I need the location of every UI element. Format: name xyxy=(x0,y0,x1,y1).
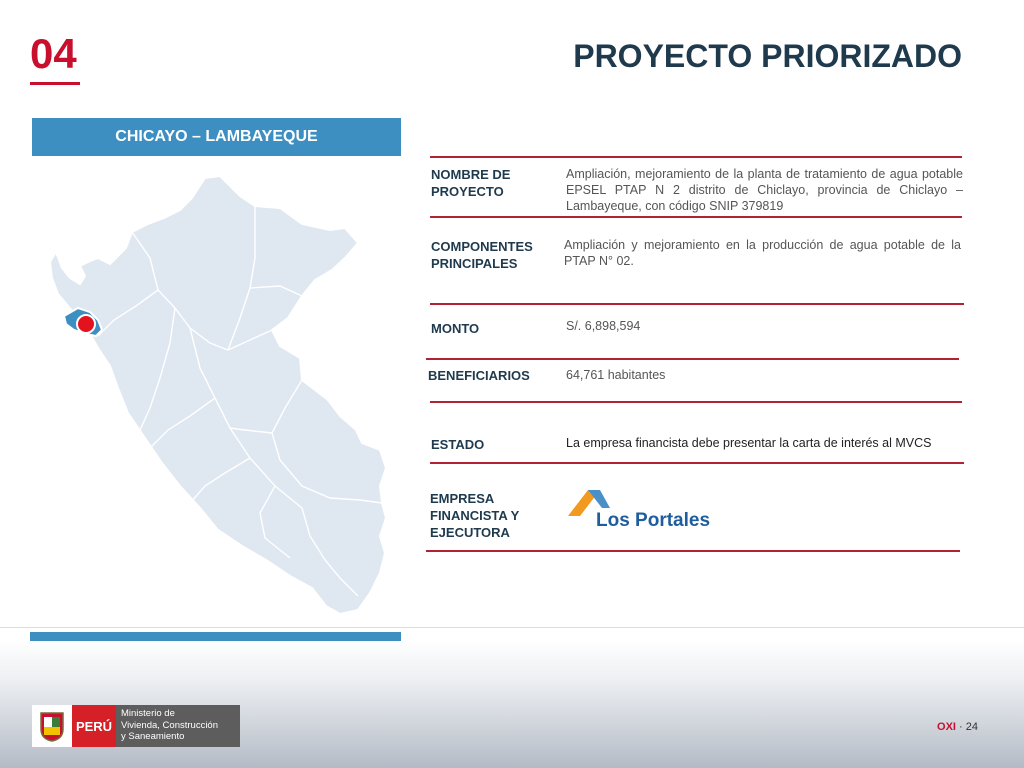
field-label-monto: MONTO xyxy=(431,321,480,336)
ministry-name xyxy=(116,705,240,747)
divider-top xyxy=(430,156,962,158)
peru-map-outline xyxy=(50,176,386,614)
field-label-estado: ESTADO xyxy=(431,437,485,452)
peru-map xyxy=(40,168,400,618)
footer-separator xyxy=(0,627,1024,628)
footer-background xyxy=(0,640,1024,768)
page-footer-label xyxy=(937,721,978,733)
field-value-nombre: Ampliación, mejoramiento de la planta de tratamiento de agua potable EPSEL PTAP N 2 distrito de Chiclayo, provincia de Chiclayo – Lambayeque, con código SNIP 379819 xyxy=(566,167,963,213)
brand-label: OXI xyxy=(937,721,956,733)
divider-2 xyxy=(430,303,964,305)
divider-1 xyxy=(430,216,962,218)
section-number-underline xyxy=(30,82,80,85)
field-label-beneficiarios: BENEFICIARIOS xyxy=(428,368,530,383)
region-banner: CHICAYO – LAMBAYEQUE xyxy=(32,118,401,156)
divider-3 xyxy=(426,358,959,360)
page-title: PROYECTO PRIORIZADO xyxy=(573,38,962,74)
field-value-componentes: Ampliación y mejoramiento en la producción de agua potable de la PTAP N° 02. xyxy=(564,238,961,268)
los-portales-logo xyxy=(566,486,716,534)
coat-of-arms-icon xyxy=(32,705,72,747)
field-value-monto: S/. 6,898,594 xyxy=(566,319,641,333)
location-marker xyxy=(77,315,95,333)
divider-4 xyxy=(430,401,962,403)
ministry-line-3: y Saneamiento xyxy=(121,731,185,742)
los-portales-wordmark: Los Portales xyxy=(596,510,711,531)
ministry-line-2: Vivienda, Construcción xyxy=(121,719,218,731)
field-label-componentes: COMPONENTES PRINCIPALES xyxy=(431,239,533,271)
divider-5 xyxy=(430,462,964,464)
divider-bottom xyxy=(426,550,960,552)
section-number: 04 xyxy=(30,30,77,77)
peru-label: PERÚ xyxy=(72,705,116,747)
ministry-logo xyxy=(32,705,240,747)
page-number: · 24 xyxy=(959,721,978,733)
field-label-nombre: NOMBRE DE PROYECTO xyxy=(431,167,511,199)
ministry-line-1: Ministerio de xyxy=(121,708,175,719)
field-label-empresa: EMPRESA FINANCISTA Y EJECUTORA xyxy=(430,491,520,540)
map-bottom-bar xyxy=(30,632,401,641)
field-value-estado: La empresa financista debe presentar la carta de interés al MVCS xyxy=(566,436,932,450)
field-value-beneficiarios: 64,761 habitantes xyxy=(566,368,666,382)
